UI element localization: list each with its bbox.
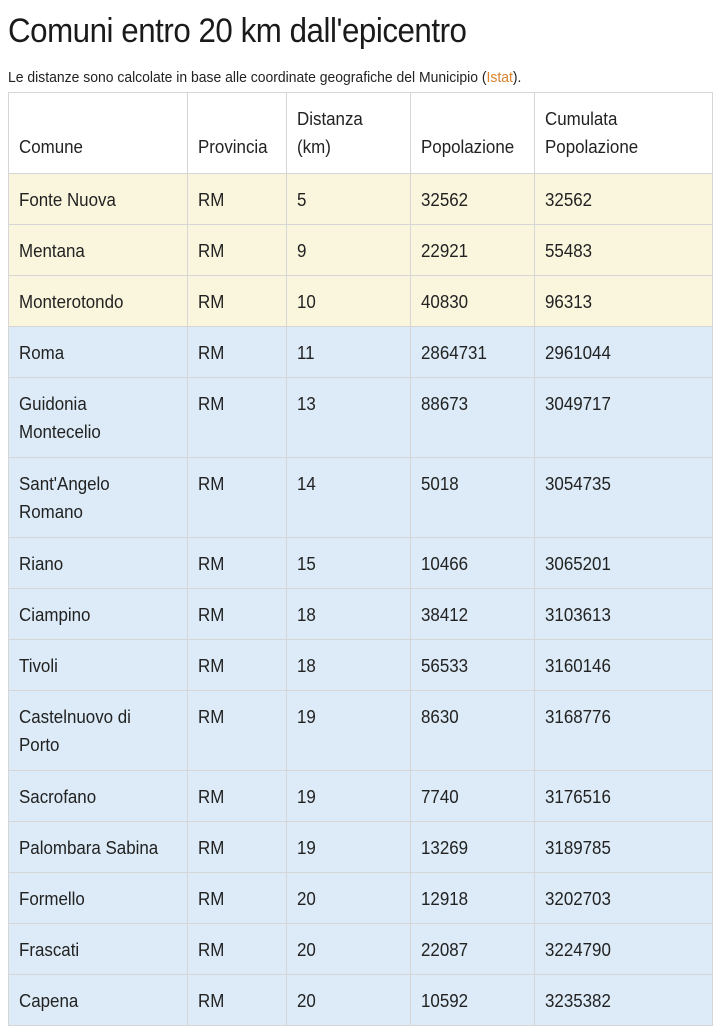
comune-value: Monterotondo — [19, 292, 124, 312]
cumulata-value: 2961044 — [545, 343, 611, 363]
cumulata-value: 55483 — [545, 241, 593, 261]
cell-popolazione — [411, 458, 535, 538]
cell-popolazione — [411, 975, 535, 1026]
comune-value: Capena — [19, 991, 79, 1011]
cell-distanza — [287, 276, 411, 327]
comune-value: Mentana — [19, 241, 85, 261]
cell-provincia — [188, 640, 287, 691]
comune-value: Formello — [19, 889, 85, 909]
cumulata-value: 96313 — [545, 292, 593, 312]
cumulata-value: 3235382 — [545, 991, 611, 1011]
header-popolazione: Popolazione — [411, 93, 535, 174]
comune-value: Palombara Sabina — [19, 838, 159, 858]
table-row — [9, 276, 713, 327]
popolazione-value: 5018 — [421, 474, 459, 494]
cumulata-value: 3049717 — [545, 394, 611, 414]
provincia-value: RM — [198, 656, 225, 676]
comune-value: Sacrofano — [19, 787, 97, 807]
cell-distanza — [287, 975, 411, 1026]
popolazione-value: 32562 — [421, 190, 469, 210]
distanza-value: 20 — [297, 889, 316, 909]
comune-value: Riano — [19, 554, 64, 574]
table-row — [9, 975, 713, 1026]
distanza-value: 13 — [297, 394, 316, 414]
comune-value: Frascati — [19, 940, 80, 960]
cell-comune — [9, 174, 188, 225]
cell-comune — [9, 327, 188, 378]
provincia-value: RM — [198, 394, 225, 414]
cumulata-value: 3160146 — [545, 656, 611, 676]
header-comune: Comune — [9, 93, 188, 174]
popolazione-value: 88673 — [421, 394, 469, 414]
istat-link[interactable]: Istat — [486, 69, 513, 86]
cell-cumulata — [535, 378, 713, 458]
cell-provincia — [188, 589, 287, 640]
distanza-value: 15 — [297, 554, 316, 574]
cell-popolazione — [411, 640, 535, 691]
distanza-value: 9 — [297, 241, 307, 261]
table-row — [9, 538, 713, 589]
table-row — [9, 327, 713, 378]
provincia-value: RM — [198, 190, 225, 210]
cell-cumulata — [535, 589, 713, 640]
table-row — [9, 378, 713, 458]
cumulata-value: 3168776 — [545, 707, 611, 727]
cell-provincia — [188, 276, 287, 327]
cell-distanza — [287, 691, 411, 771]
distanza-value: 19 — [297, 707, 316, 727]
popolazione-value: 22087 — [421, 940, 469, 960]
cell-distanza — [287, 640, 411, 691]
cell-provincia — [188, 822, 287, 873]
cumulata-value: 3103613 — [545, 605, 611, 625]
cumulata-value: 3065201 — [545, 554, 611, 574]
distanza-value: 18 — [297, 605, 316, 625]
cumulata-value: 3224790 — [545, 940, 611, 960]
popolazione-value: 56533 — [421, 656, 469, 676]
municipalities-table — [8, 92, 713, 1026]
cell-comune — [9, 873, 188, 924]
comune-value: Castelnuovo di Porto — [19, 707, 131, 755]
distanza-value: 20 — [297, 991, 316, 1011]
popolazione-value: 38412 — [421, 605, 469, 625]
cell-popolazione — [411, 691, 535, 771]
cell-provincia — [188, 458, 287, 538]
cell-comune — [9, 924, 188, 975]
provincia-value: RM — [198, 474, 225, 494]
table-row — [9, 873, 713, 924]
cell-popolazione — [411, 225, 535, 276]
comune-value: Tivoli — [19, 656, 58, 676]
cell-distanza — [287, 225, 411, 276]
cell-comune — [9, 640, 188, 691]
distanza-value: 20 — [297, 940, 316, 960]
cell-provincia — [188, 771, 287, 822]
cell-comune — [9, 771, 188, 822]
intro-text: Le distanze sono calcolate in base alle coordinate geografiche del Municipio ( — [8, 69, 487, 86]
table-header-row — [9, 93, 713, 174]
provincia-value: RM — [198, 787, 225, 807]
table-row — [9, 822, 713, 873]
cell-comune — [9, 589, 188, 640]
cell-comune — [9, 822, 188, 873]
cell-comune — [9, 225, 188, 276]
intro-paragraph — [8, 68, 521, 88]
comune-value: Roma — [19, 343, 65, 363]
cell-cumulata — [535, 691, 713, 771]
cell-cumulata — [535, 640, 713, 691]
provincia-value: RM — [198, 605, 225, 625]
distanza-value: 10 — [297, 292, 316, 312]
cumulata-value: 3176516 — [545, 787, 611, 807]
distanza-value: 14 — [297, 474, 316, 494]
popolazione-value: 13269 — [421, 838, 469, 858]
table-row — [9, 640, 713, 691]
cell-provincia — [188, 873, 287, 924]
cell-distanza — [287, 174, 411, 225]
header-provincia: Provincia — [188, 93, 287, 174]
cell-distanza — [287, 589, 411, 640]
cell-distanza — [287, 822, 411, 873]
provincia-value: RM — [198, 889, 225, 909]
provincia-value: RM — [198, 241, 225, 261]
cell-cumulata — [535, 276, 713, 327]
page-title: Comuni entro 20 km dall'epicentro — [8, 12, 467, 50]
popolazione-value: 10592 — [421, 991, 469, 1011]
provincia-value: RM — [198, 292, 225, 312]
cell-popolazione — [411, 327, 535, 378]
cell-comune — [9, 691, 188, 771]
cell-popolazione — [411, 174, 535, 225]
cell-cumulata — [535, 771, 713, 822]
cell-provincia — [188, 378, 287, 458]
cell-distanza — [287, 538, 411, 589]
cell-cumulata — [535, 458, 713, 538]
cumulata-value: 3189785 — [545, 838, 611, 858]
cell-popolazione — [411, 873, 535, 924]
cell-cumulata — [535, 174, 713, 225]
comune-value: Ciampino — [19, 605, 91, 625]
cell-provincia — [188, 225, 287, 276]
provincia-value: RM — [198, 991, 225, 1011]
table-row — [9, 691, 713, 771]
table-row — [9, 924, 713, 975]
distanza-value: 19 — [297, 838, 316, 858]
cell-provincia — [188, 691, 287, 771]
cell-popolazione — [411, 276, 535, 327]
provincia-value: RM — [198, 343, 225, 363]
cell-popolazione — [411, 924, 535, 975]
distanza-value: 18 — [297, 656, 316, 676]
cell-cumulata — [535, 822, 713, 873]
table-row — [9, 771, 713, 822]
intro-text-end: ). — [512, 69, 522, 86]
table-body — [9, 174, 713, 1026]
cumulata-value: 3202703 — [545, 889, 611, 909]
cumulata-value: 32562 — [545, 190, 593, 210]
cell-distanza — [287, 924, 411, 975]
cell-popolazione — [411, 589, 535, 640]
table-row — [9, 225, 713, 276]
cell-popolazione — [411, 538, 535, 589]
comune-value: Fonte Nuova — [19, 190, 116, 210]
popolazione-value: 40830 — [421, 292, 469, 312]
cell-distanza — [287, 458, 411, 538]
distanza-value: 11 — [297, 343, 315, 363]
provincia-value: RM — [198, 838, 225, 858]
cell-provincia — [188, 174, 287, 225]
popolazione-value: 2864731 — [421, 343, 487, 363]
cell-provincia — [188, 924, 287, 975]
distanza-value: 5 — [297, 190, 307, 210]
cell-cumulata — [535, 975, 713, 1026]
cell-provincia — [188, 327, 287, 378]
cell-provincia — [188, 975, 287, 1026]
cell-popolazione — [411, 378, 535, 458]
table-row — [9, 458, 713, 538]
cell-cumulata — [535, 873, 713, 924]
comune-value: Guidonia Montecelio — [19, 394, 101, 442]
provincia-value: RM — [198, 707, 225, 727]
cell-distanza — [287, 873, 411, 924]
cell-distanza — [287, 327, 411, 378]
cell-cumulata — [535, 924, 713, 975]
cell-cumulata — [535, 327, 713, 378]
cell-cumulata — [535, 225, 713, 276]
cell-popolazione — [411, 771, 535, 822]
popolazione-value: 10466 — [421, 554, 469, 574]
popolazione-value: 7740 — [421, 787, 459, 807]
cell-cumulata — [535, 538, 713, 589]
header-cumulata: Cumulata Popolazione — [535, 93, 713, 174]
cell-provincia — [188, 538, 287, 589]
cell-distanza — [287, 378, 411, 458]
popolazione-value: 22921 — [421, 241, 469, 261]
popolazione-value: 8630 — [421, 707, 459, 727]
distanza-value: 19 — [297, 787, 316, 807]
table-row — [9, 174, 713, 225]
cell-comune — [9, 538, 188, 589]
cell-popolazione — [411, 822, 535, 873]
cell-comune — [9, 378, 188, 458]
provincia-value: RM — [198, 940, 225, 960]
cell-comune — [9, 458, 188, 538]
popolazione-value: 12918 — [421, 889, 469, 909]
header-distanza: Distanza (km) — [287, 93, 411, 174]
table-row — [9, 589, 713, 640]
cell-comune — [9, 975, 188, 1026]
cell-comune — [9, 276, 188, 327]
provincia-value: RM — [198, 554, 225, 574]
comune-value: Sant'Angelo Romano — [19, 474, 110, 522]
cell-distanza — [287, 771, 411, 822]
cumulata-value: 3054735 — [545, 474, 611, 494]
